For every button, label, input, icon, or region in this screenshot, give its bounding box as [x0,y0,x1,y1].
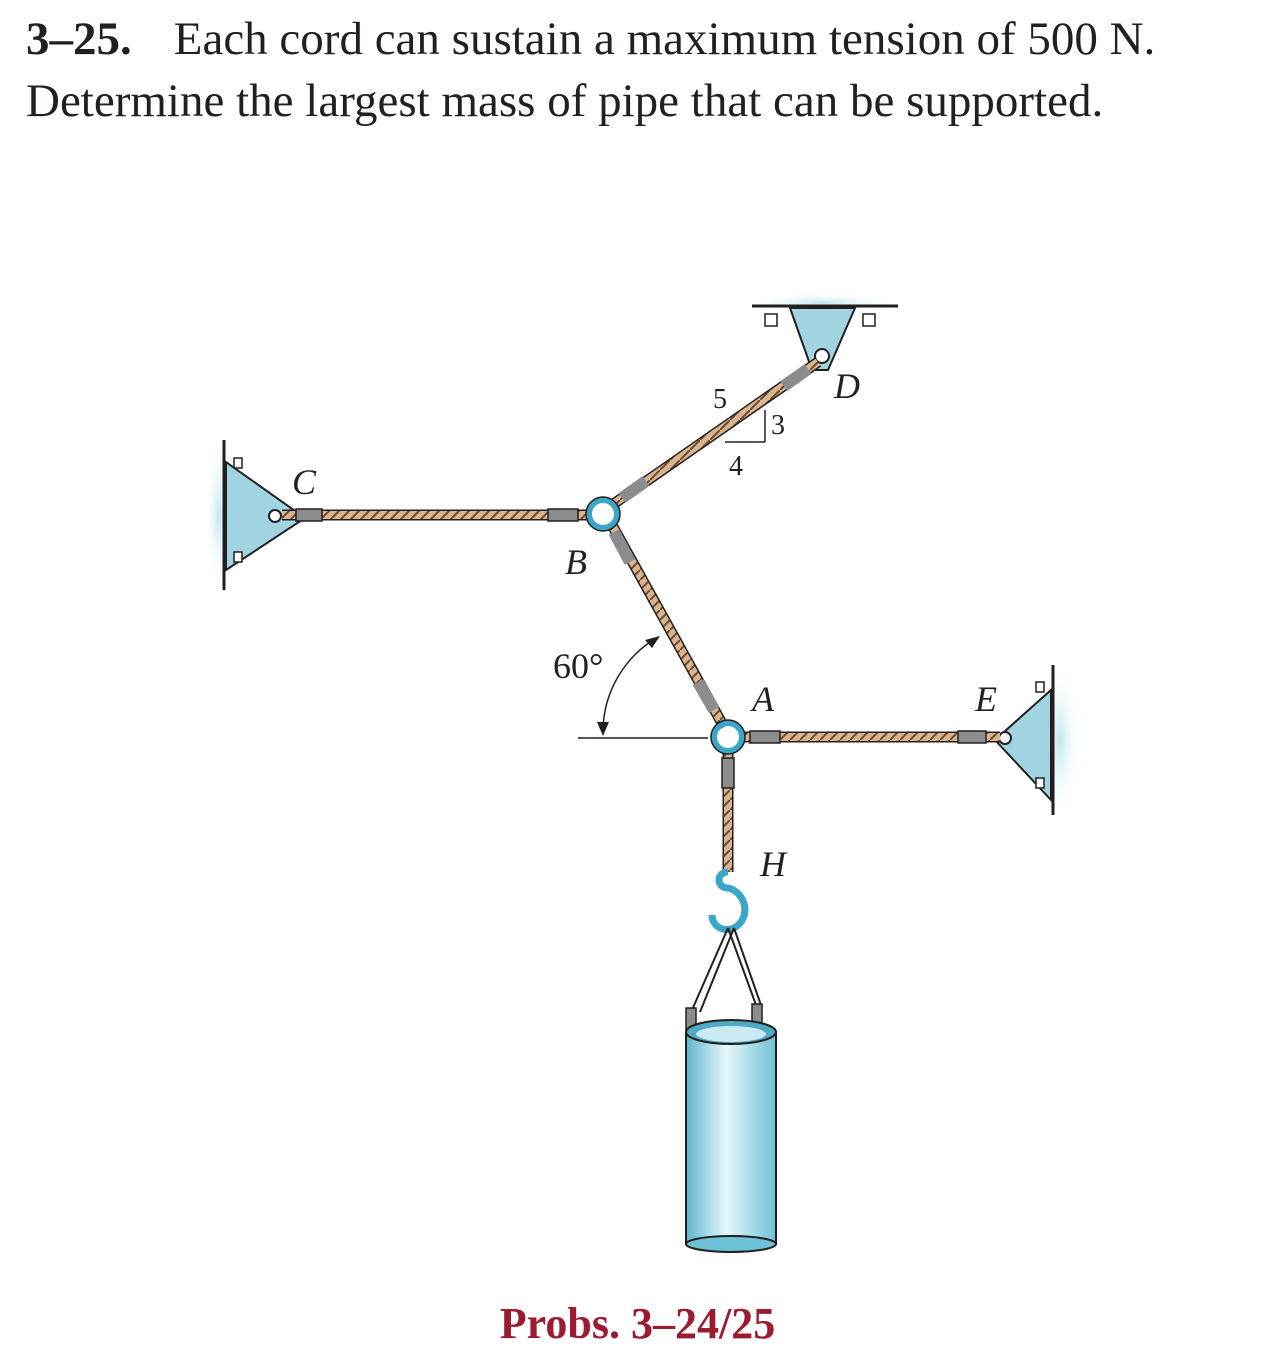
ring-a [714,723,742,751]
label-h: H [760,844,786,884]
label-b: B [565,542,587,582]
slope-rise-label: 3 [771,410,785,441]
slope-run-label: 4 [729,451,743,482]
rope-ab [612,525,724,727]
label-a: A [752,679,774,719]
rope-ah [722,750,734,872]
label-d: D [834,366,860,406]
ring-b [589,500,617,528]
hook-h [712,872,745,930]
rope-bc [282,509,590,521]
problem-number: 3–25. [26,13,132,65]
angle-label: 60° [553,646,604,686]
label-e: E [975,679,997,719]
pipe [686,1020,776,1252]
problem-text-line-1: Each cord can sustain a maximum tension of 500 N. [173,13,1156,65]
slope-hyp-label: 5 [713,384,727,415]
label-c: C [292,462,317,502]
figure-caption: Probs. 3–24/25 [499,1299,776,1348]
ceiling-support-d [745,292,900,370]
problem-text-line-2: Determine the largest mass of pipe that can be supported. [26,75,1104,127]
pipe-slings [686,928,762,1030]
rope-ae [740,731,1000,743]
wall-support-e [995,660,1080,820]
